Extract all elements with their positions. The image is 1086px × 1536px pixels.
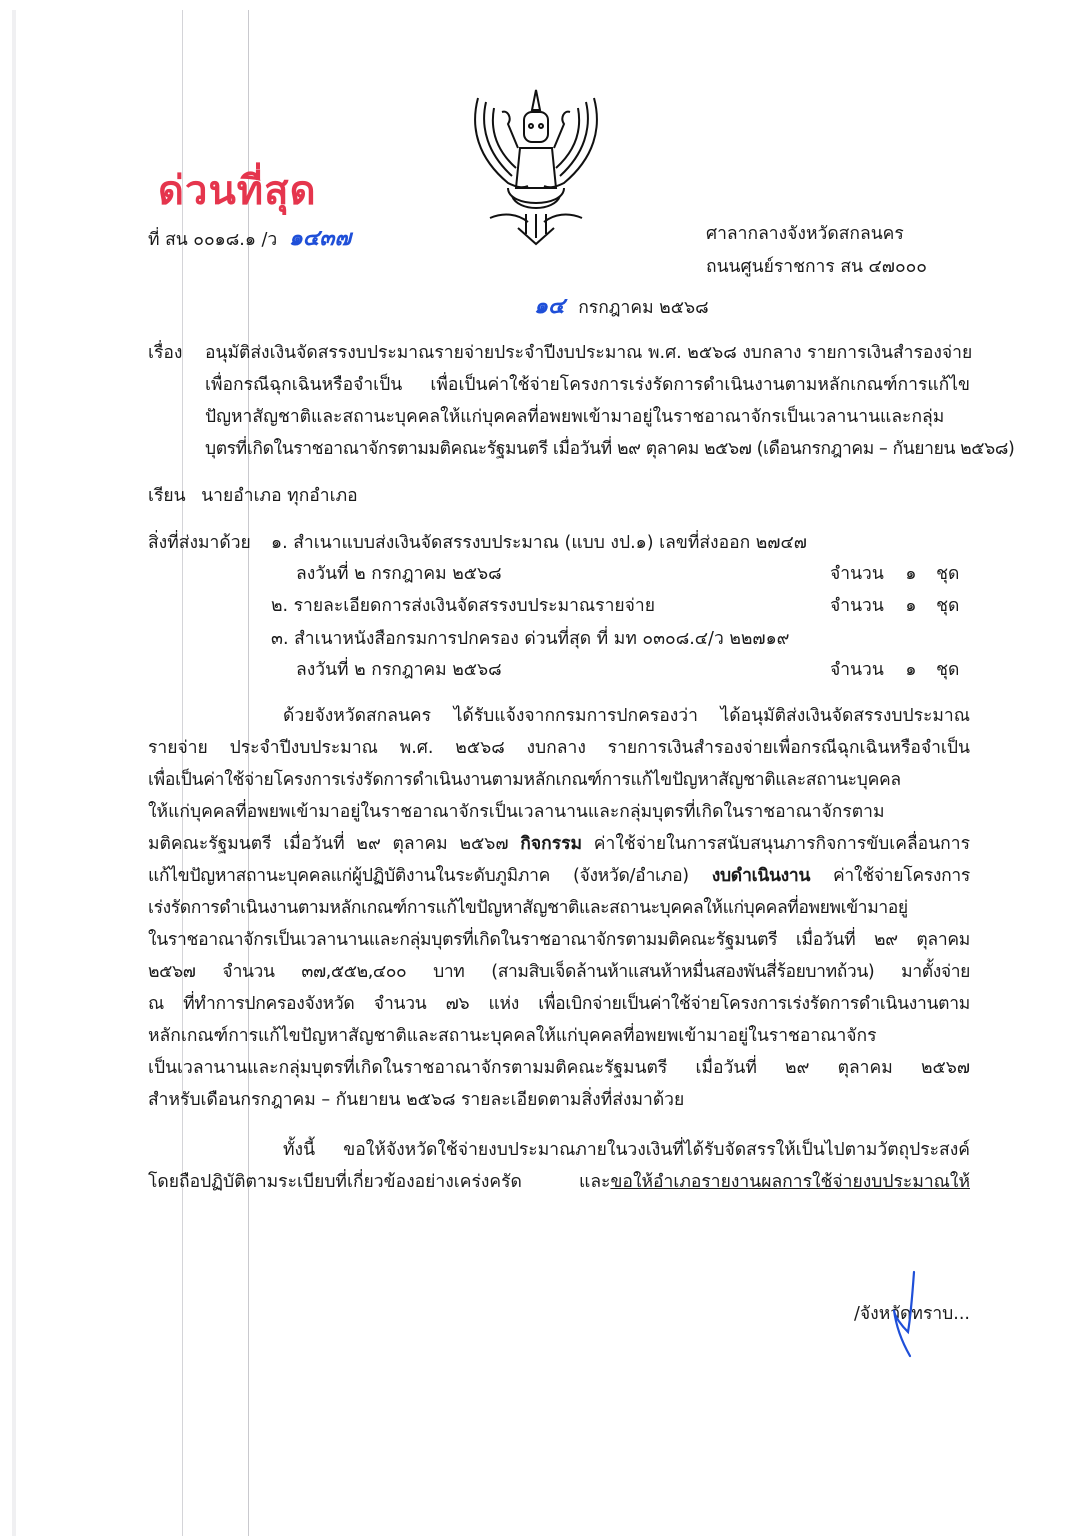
garuda-emblem-icon <box>468 88 604 246</box>
date-day-handwritten: ๑๔ <box>534 294 565 319</box>
body-line: ณ ที่ทำการปกครองจังหวัด จำนวน ๗๖ แห่ง เพื่อเบิกจ่ายเป็นค่าใช้จ่ายโครงการเร่งรัดการดำเนินงานตาม <box>148 994 970 1014</box>
body-paragraph-1 <box>148 708 970 1128</box>
office-address: ถนนศูนย์ราชการ สน ๔๗๐๐๐ <box>706 257 927 277</box>
enclosure-item-1-date: ลงวันที่ ๒ กรกฎาคม ๒๕๖๘ <box>296 564 502 584</box>
body-line: เป็นเวลานานและกลุ่มบุตรที่เกิดในราชอาณาจักรตามมติคณะรัฐมนตรี เมื่อวันที่ ๒๙ ตุลาคม ๒๕๖๗ <box>148 1058 970 1078</box>
subject-label: เรื่อง <box>148 343 183 363</box>
enclosure-item-3: ๓. สำเนาหนังสือกรมการปกครอง ด่วนที่สุด ที่ มท ๐๓๐๘.๔/ว ๒๒๗๑๙ <box>271 629 790 649</box>
subject-line: บุตรที่เกิดในราชอาณาจักรตามมติคณะรัฐมนตรี เมื่อวันที่ ๒๙ ตุลาคม ๒๕๖๗ (เดือนกรกฎาคม – กันยายน ๒๕๖๘) <box>205 439 1015 459</box>
date-month-year: กรกฎาคม ๒๕๖๘ <box>578 298 709 318</box>
body-line: รายจ่าย ประจำปีงบประมาณ พ.ศ. ๒๕๖๘ งบกลาง รายการเงินสำรองจ่ายเพื่อกรณีฉุกเฉินหรือจำเป็น <box>148 738 970 758</box>
budget-category-label: งบดำเนินงาน <box>711 866 811 886</box>
recipient <box>148 488 358 506</box>
urgency-stamp: ด่วนที่สุด <box>158 168 317 214</box>
body-line: แก้ไขปัญหาสถานะบุคคลแก่ผู้ปฏิบัติงานในระดับภูมิภาค (จังหวัด/อำเภอ) งบดำเนินงาน ค่าใช้จ่ายโครงการ <box>148 866 970 886</box>
enclosure-item-3-qty: จำนวน ๑ ชุด <box>830 660 960 680</box>
body-line: เพื่อเป็นค่าใช้จ่ายโครงการเร่งรัดการดำเนินงานตามหลักเกณฑ์การแก้ไขปัญหาสัญชาติและสถานะบุคคล <box>148 770 901 790</box>
signature-icon <box>888 1270 928 1360</box>
subject-line: เพื่อกรณีฉุกเฉินหรือจำเป็น เพื่อเป็นค่าใช้จ่ายโครงการเร่งรัดการดำเนินงานตามหลักเกณฑ์การแก้ไข <box>205 375 970 395</box>
subject-line: ปัญหาสัญชาติและสถานะบุคคลให้แก่บุคคลที่อพยพเข้ามาอยู่ในราชอาณาจักรเป็นเวลานานและกลุ่ม <box>205 407 945 427</box>
body-line: มติคณะรัฐมนตรี เมื่อวันที่ ๒๙ ตุลาคม ๒๕๖๗ กิจกรรม ค่าใช้จ่ายในการสนับสนุนภารกิจการขับเคลื่อนการ <box>148 834 970 854</box>
recipient-value: นายอำเภอ ทุกอำเภอ <box>201 486 358 506</box>
enclosure-item-1-qty: จำนวน ๑ ชุด <box>830 564 960 584</box>
reference-number-handwritten: ๑๔๓๗ <box>288 226 352 251</box>
report-request-underlined: ขอให้อำเภอรายงานผลการใช้จ่ายงบประมาณให้ <box>610 1172 970 1192</box>
body-line: เร่งรัดการดำเนินงานตามหลักเกณฑ์การแก้ไขปัญหาสัญชาติและสถานะบุคคลให้แก่บุคคลที่อพยพเข้ามาอยู่ <box>148 898 908 918</box>
office-name: ศาลากลางจังหวัดสกลนคร <box>706 224 904 244</box>
body-paragraph-2 <box>148 1142 970 1212</box>
body-line: ทั้งนี้ ขอให้จังหวัดใช้จ่ายงบประมาณภายในวงเงินที่ได้รับจัดสรรให้เป็นไปตามวัตถุประสงค์ <box>283 1140 970 1160</box>
body-line: หลักเกณฑ์การแก้ไขปัญหาสัญชาติและสถานะบุคคลให้แก่บุคคลที่อพยพเข้ามาอยู่ในราชอาณาจักร <box>148 1026 877 1046</box>
body-line: สำหรับเดือนกรกฎาคม – กันยายน ๒๕๖๘ รายละเอียดตามสิ่งที่ส่งมาด้วย <box>148 1090 685 1110</box>
recipient-label: เรียน <box>148 486 186 506</box>
body-line: ๒๕๖๗ จำนวน ๓๗,๕๕๒,๔๐๐ บาท (สามสิบเจ็ดล้านห้าแสนห้าหมื่นสองพันสี่ร้อยบาทถ้วน) มาตั้งจ่าย <box>148 962 970 982</box>
enclosure-item-2-qty: จำนวน ๑ ชุด <box>830 596 960 616</box>
body-line: ด้วยจังหวัดสกลนคร ได้รับแจ้งจากกรมการปกครองว่า ได้อนุมัติส่งเงินจัดสรรงบประมาณ <box>283 706 970 726</box>
reference-prefix: ที่ สน ๐๐๑๘.๑ /ว <box>148 230 278 250</box>
enclosure-item-2: ๒. รายละเอียดการส่งเงินจัดสรรงบประมาณรายจ่าย <box>271 596 655 616</box>
reference-number <box>148 228 351 250</box>
body-line: ให้แก่บุคคลที่อพยพเข้ามาอยู่ในราชอาณาจักรเป็นเวลานานและกลุ่มบุตรที่เกิดในราชอาณาจักรตาม <box>148 802 885 822</box>
enclosure-item-1: ๑. สำเนาแบบส่งเงินจัดสรรงบประมาณ (แบบ งป.๑) เลขที่ส่งออก ๒๗๔๗ <box>271 533 807 553</box>
subject-line: อนุมัติส่งเงินจัดสรรงบประมาณรายจ่ายประจำปีงบประมาณ พ.ศ. ๒๕๖๘ งบกลาง รายการเงินสำรองจ่าย <box>205 343 973 363</box>
scan-edge <box>12 10 16 1536</box>
enclosure-item-3-date: ลงวันที่ ๒ กรกฎาคม ๒๕๖๘ <box>296 660 502 680</box>
document-date <box>534 296 709 318</box>
activity-label: กิจกรรม <box>520 834 583 854</box>
body-line: โดยถือปฏิบัติตามระเบียบที่เกี่ยวข้องอย่างเคร่งครัด และขอให้อำเภอรายงานผลการใช้จ่ายงบประมาณให้ <box>148 1172 970 1192</box>
enclosures-label: สิ่งที่ส่งมาด้วย <box>148 533 251 553</box>
body-line: ในราชอาณาจักรเป็นเวลานานและกลุ่มบุตรที่เกิดในราชอาณาจักรตามมติคณะรัฐมนตรี เมื่อวันที่ ๒๙ ตุลาคม <box>148 930 970 950</box>
continuation-note: /จังหวัดทราบ... <box>854 1304 970 1324</box>
